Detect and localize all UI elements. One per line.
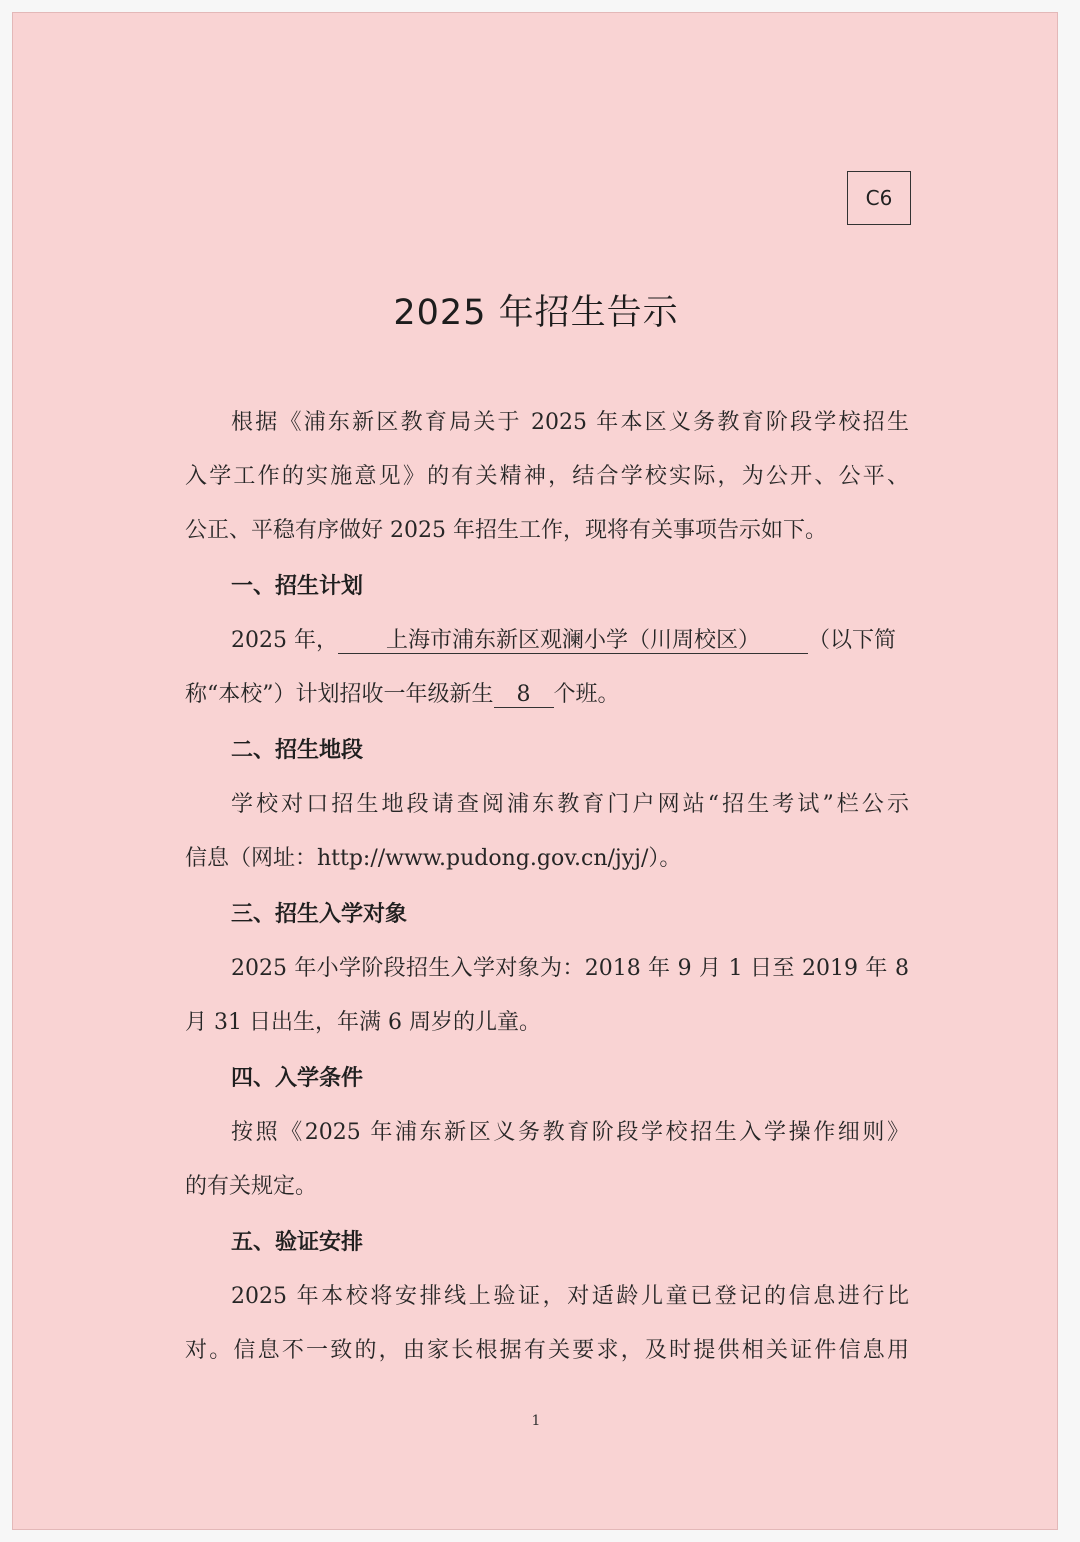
eligibility-line-1: 2025 年小学阶段招生入学对象为：2018 年 9 月 1 日至 2019 年 8 <box>231 956 909 981</box>
school-name-field: 上海市浦东新区观澜小学（川周校区） <box>338 629 808 654</box>
conditions-line-2: 的有关规定。 <box>185 1174 318 1199</box>
section-heading-conditions: 四、入学条件 <box>231 1066 364 1091</box>
district-line-2: 信息（网址：http://www.pudong.gov.cn/jyj/）。 <box>185 846 682 871</box>
class-count-field: 8 <box>494 683 554 708</box>
section-heading-verification: 五、验证安排 <box>231 1230 364 1255</box>
section-heading-eligibility: 三、招生入学对象 <box>231 902 408 927</box>
document-code-box: C6 <box>847 171 911 225</box>
plan-line-2-suffix: 个班。 <box>553 682 620 707</box>
intro-line-3: 公正、平稳有序做好 2025 年招生工作，现将有关事项告示如下。 <box>185 518 827 543</box>
plan-line-2-prefix: 称“本校”）计划招收一年级新生 <box>185 682 494 707</box>
plan-line-1 <box>185 623 909 654</box>
district-line-1: 学校对口招生地段请查阅浦东教育门户网站“招生考试”栏公示 <box>231 792 909 817</box>
section-heading-district: 二、招生地段 <box>231 738 364 763</box>
verification-line-2: 对。信息不一致的，由家长根据有关要求，及时提供相关证件信息用 <box>185 1338 909 1363</box>
page-title: 2025 年招生告示 <box>393 293 679 333</box>
intro-line-2: 入学工作的实施意见》的有关精神，结合学校实际，为公开、公平、 <box>185 464 909 489</box>
plan-year-prefix: 2025 年， <box>231 628 338 653</box>
plan-line-2 <box>185 677 909 708</box>
page-number: 1 <box>531 1413 541 1429</box>
plan-line-1-suffix: （以下简 <box>807 628 896 653</box>
section-heading-plan: 一、招生计划 <box>231 574 364 599</box>
intro-line-1: 根据《浦东新区教育局关于 2025 年本区义务教育阶段学校招生 <box>231 410 909 435</box>
conditions-line-1: 按照《2025 年浦东新区义务教育阶段学校招生入学操作细则》 <box>231 1120 909 1145</box>
verification-line-1: 2025 年本校将安排线上验证，对适龄儿童已登记的信息进行比 <box>231 1284 909 1309</box>
eligibility-line-2: 月 31 日出生，年满 6 周岁的儿童。 <box>185 1010 541 1035</box>
document-page <box>12 12 1058 1530</box>
